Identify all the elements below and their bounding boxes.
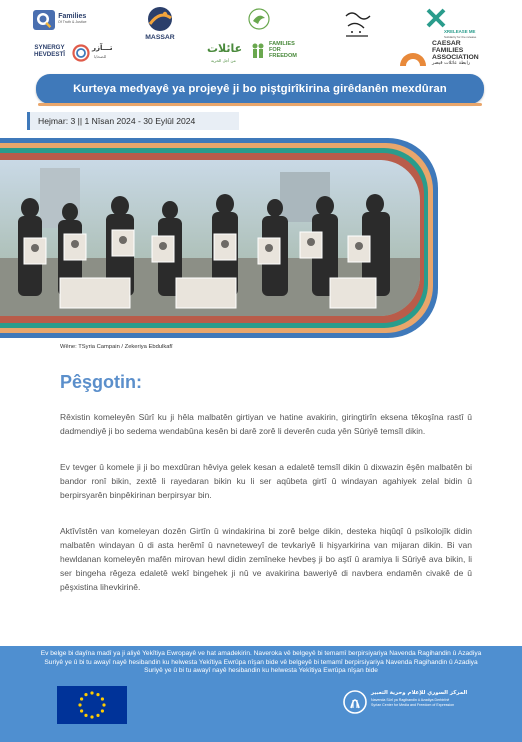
caesar-line4: رابطة عائلات قيصر (432, 61, 471, 67)
families-logo-subtitle: Of Truth & Justice (58, 20, 87, 25)
issue-label: Hejmar: 3 || 1 Nîsan 2024 - 30 Eylûl 2024 (38, 116, 196, 126)
synergy-logo-title: SYNERGY (34, 44, 65, 51)
newsletter-banner (36, 74, 484, 104)
massar-logo-label: MASSAR (145, 34, 175, 41)
fff-line3: FREEDOM (269, 52, 297, 59)
synergy-logo (34, 42, 114, 66)
scm-emblem-icon (343, 688, 367, 716)
eu-flag-icon (57, 686, 127, 724)
tastakhel-logo-sub: للضحايا (94, 54, 107, 59)
ailat-dove-icon (247, 8, 271, 30)
intro-paragraph-1: Rêxistin komeleyên Sûrî ku ji hêla malbatên girtiyan ve hatine avakirin, giringtirîn eksena têkoşîna rastî û dadmendiyê ji bo sedema wendabûna kesên bi darê zorê li deverên cuda yên Sûriyê temsîl dikin. (60, 412, 472, 436)
fff-line1: FAMILIES (269, 41, 295, 47)
caesar-line2: FAMILIES (432, 47, 464, 55)
release-me-sub: Solidarity for the release (444, 35, 477, 39)
caesar-line3: ASSOCIATION (432, 54, 479, 62)
intro-paragraph-2: Ev tevger û komele ji ji bo mexdûran hêviya gelek kesan a edaletê temsîl dikin û dixwazin êşên malbatên bi bandor ronî bikin, zextê li rayedaran bikin ku li ser aqûbeta girtî û windayan agahiyek zelal bidin û berpirsyarên binpêkirinan berpirsyar bin. (60, 462, 472, 500)
massar-logo (140, 6, 180, 46)
scm-arabic-name: المركز السوري للإعلام وحرية التعبير (371, 690, 468, 696)
tastakhel-logo: تـــآزر (92, 44, 113, 52)
ailat-logo-group (205, 8, 310, 68)
ailat-arabic-sub: من أجل الحرية (211, 58, 236, 63)
families-truth-justice-logo (32, 8, 90, 34)
section-heading: Pêşgotin: (60, 372, 143, 392)
synergy-logo-subtitle: HEVDESTÎ (34, 50, 65, 58)
partner-logos (0, 0, 522, 76)
cover-photo (0, 138, 438, 338)
family-figures-icon (251, 42, 265, 60)
footer-disclaimer: Ev belge bi dayîna madî ya ji aliyê Yekîtiya Ewropayê ve hat amadekirin. Naveroka vê belgeyê bi temamî berpirsiyariya Navenda Ragihandin û Azadiya Suriyê ye û bi tu awayî nayê hesibandin ku helwesta Yekîtiya Ewrûpa nîşan bide vê belgeyê bi temamî berpirsiyariya Navenda Ragihandin û Azadiya Suriyê ye û bi tu awayî nayê hesibandin ku helwesta Yekîtiya Ewrûpa nîşan bide (40, 650, 482, 674)
scm-english-name: Syrian Center for Media and Freedom of Expression (371, 703, 455, 707)
caesar-sun-icon (398, 42, 428, 68)
families-logo-title: Families (58, 13, 87, 20)
synergy-ring-icon (72, 44, 90, 62)
photo-caption: Wêne: TSyria Campain / Zekeriya Ebdulkafî (60, 344, 173, 350)
release-x-icon (426, 8, 446, 28)
scm-kurdish-name: Navenda Sûrî ya Ragihandin û Azadiya Derbirînê (371, 698, 450, 702)
banner-accent-line (38, 103, 482, 106)
caesar-families-logo (398, 40, 494, 70)
banner-title: Kurteya medyayê ya projeyê ji bo piştgirîkirina girêdanên mexdûran (73, 83, 447, 95)
scm-logo (343, 684, 493, 724)
intro-paragraph-3: Aktîvîstên van komeleyan dozên Girtîn û windakirina bi zorê belge dikin, desteka hiqûqî û psîkolojîk didin malbatên windayan û di asta herêmî û navneteweyî de tevkariyê li hişyarkirina van mijaran dikin. Bi van hewldanan komeleyên mafên mirovan hewl didin zemîneke hevbeş ji bo aştî û aramiya li Sûriyê ava bikin, li ser bingeha rêgeza edaletê wekî bingehek ji nû ve avakirina baweriyê di navbera endamên civakê de û pêşxistina lihevkirinê. (60, 526, 472, 592)
release-me-label: XRELEASE ME (444, 29, 476, 34)
caesar-line1: CAESAR (432, 40, 461, 47)
massar-emblem-icon (145, 6, 175, 32)
fff-line2: FOR (269, 46, 281, 53)
issue-label-box (27, 112, 239, 130)
calligraphy-logo-icon (342, 8, 372, 44)
ailat-arabic-title: عائلات (207, 42, 243, 55)
release-me-logo (424, 8, 488, 38)
